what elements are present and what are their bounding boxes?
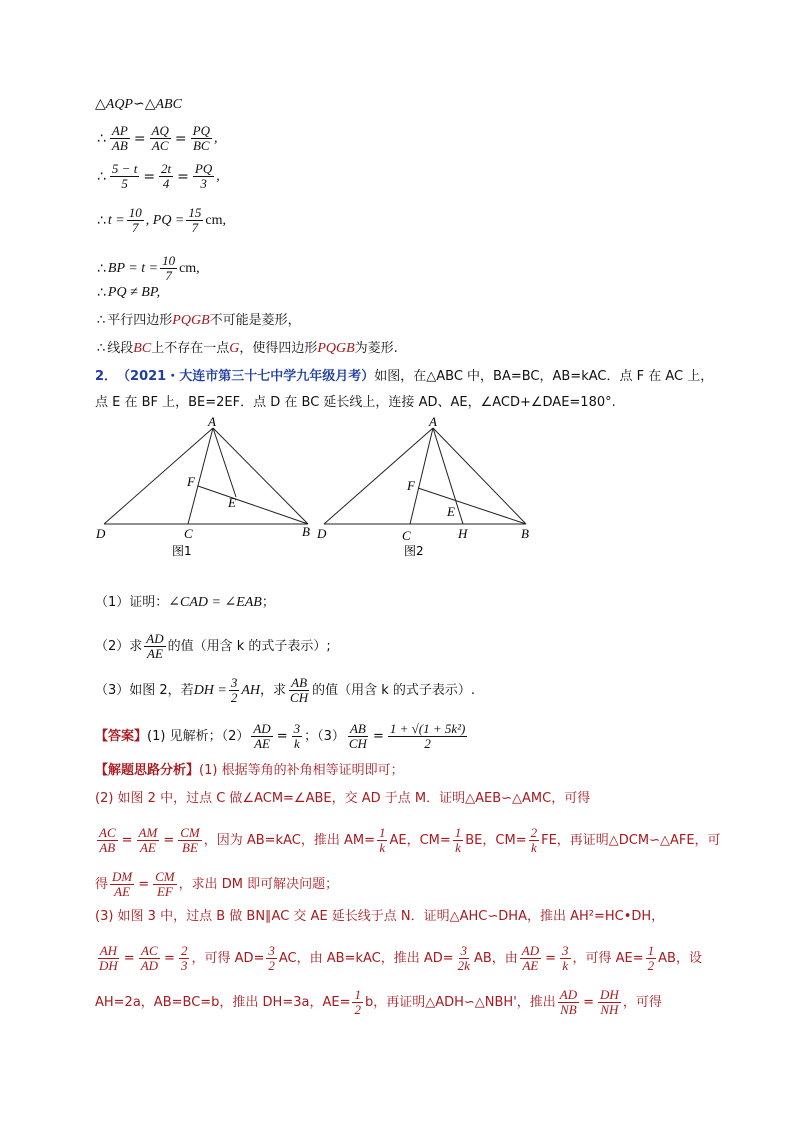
- geometry-figures: [90, 414, 550, 564]
- fig2-label-b: B: [521, 526, 529, 541]
- question-3: （3）如图 2，若 DH = $\frac{3}{2}$ AH ，求 $\frac{AB}{CH}$ 的值（用含 k 的式子表示）.: [95, 675, 476, 705]
- fig2-line-ac: [410, 428, 433, 524]
- analysis-line-5: (3) 如图 3 中，过点 B 做 BN∥AC 交 AE 延长线于点 N．证明△AHC∽DHA，推出 AH²=HC•DH，: [95, 909, 665, 924]
- parallelogram-conclusion: ∴ 平行四边形 PQGB 不可能是菱形，: [97, 313, 301, 328]
- fig1-label-d: D: [96, 526, 106, 541]
- fig1-caption: 图1: [172, 544, 192, 558]
- substitution-line: ∴ $\frac{5 - t}{5}$ = $\frac{2t}{4}$ = $\frac{PQ}{3}$ ,: [97, 161, 220, 191]
- solve-t-line: ∴ t = $\frac{10}{7}$ , PQ = $\frac{15}{7}$ cm,: [97, 205, 226, 235]
- figure-1-labels: [95, 414, 310, 558]
- fig2-caption: 图2: [404, 544, 424, 558]
- fig1-label-a: A: [208, 414, 216, 429]
- analysis-line-3: $\frac{AC}{AB}$ = $\frac{AM}{AE}$ = $\frac{CM}{BE}$ ，因为 AB=kAC，推出 AM= $\frac{1}{k}$ AE，CM= $\frac{1}{k}$ BE，CM= $\frac{2}{k}$ FE，再证明△DCM∽△AFE，可: [99, 825, 721, 855]
- fig2-line-ad: [324, 428, 433, 524]
- analysis-line-2: (2) 如图 2 中，过点 C 做∠ACM=∠ABE，交 AD 于点 M．证明△AEB∽△AMC，可得: [95, 791, 591, 806]
- similar-triangles-line: △AQP∽△ABC: [95, 97, 182, 112]
- fig2-line-fb: [418, 488, 526, 524]
- fig1-label-c: C: [184, 526, 193, 541]
- fig1-line-ad: [104, 428, 213, 524]
- pq-neq-bp-line: ∴ PQ ≠ BP,: [97, 285, 161, 301]
- analysis-line-7: AH=2a，AB=BC=b，推出 DH=3a，AE= $\frac{1}{2}$ b，再证明△ADH∽△NBH'，推出 $\frac{AD}{NB}$ = $\frac{DH}{NH}$ ，可得: [95, 987, 662, 1017]
- fig2-label-d: D: [317, 526, 327, 541]
- figure-1: [104, 428, 308, 524]
- analysis-line-6: $\frac{AH}{DH}$ = $\frac{AC}{AD}$ = $\frac{2}{3}$ ，可得 AD= $\frac{3}{2}$ AC，由 AB=kAC，推出 AD= $\frac{3}{2k}$ AB，由 $\frac{AD}{AE}$ = $\frac{3}{k}$ ，可得 AE= $\frac{1}{2}$ AB，设: [99, 943, 702, 973]
- question-1: （1）证明： ∠CAD = ∠EAB ；: [95, 595, 275, 610]
- fig1-label-e: E: [228, 495, 236, 510]
- segment-conclusion: ∴ 线段 BC 上不存在一点 G ，使得四边形 PQGB 为菱形.: [97, 341, 398, 356]
- fig2-label-e: E: [447, 504, 455, 519]
- ratio-line: ∴ $\frac{AP}{AB}$ = $\frac{AQ}{AC}$ = $\frac{PQ}{BC}$ ,: [97, 123, 218, 153]
- problem-2-stem-2: 点 E 在 BF 上，BE=2EF．点 D 在 BC 延长线上，连接 AD、AE，∠ACD+∠DAE=180°.: [95, 395, 616, 410]
- fig2-label-a: A: [429, 414, 437, 429]
- problem-2-stem-1: 2． （2021・大连市第三十七中学九年级月考） 如图，在△ABC 中，BA=BC，AB=kAC．点 F 在 AC 上，: [95, 369, 714, 384]
- fig1-label-f: F: [187, 474, 195, 489]
- fig1-label-b: B: [302, 524, 310, 539]
- fig2-label-h: H: [458, 526, 468, 541]
- analysis-line-1: 【解题思路分析】 (1) 根据等角的补角相等证明即可；: [95, 763, 404, 778]
- answer-line: 【答案】 (1) 见解析；（2） $\frac{AD}{AE}$ = $\frac{3}{k}$ ；（3） $\frac{AB}{CH}$ = $\frac{\text{1 + √(1 + 5k²)}}{2}$: [95, 721, 466, 751]
- figure-2-labels: [316, 414, 529, 558]
- fig1-line-ae: [213, 428, 236, 497]
- analysis-line-4: 得 $\frac{DM}{AE}$ = $\frac{CM}{EF}$ ，求出 DM 即可解决问题；: [95, 869, 339, 899]
- question-2: （2）求 $\frac{AD}{AE}$ 的值（用含 k 的式子表示）;: [95, 631, 331, 661]
- fig2-label-f: F: [407, 478, 415, 493]
- bp-line: ∴ BP = t = $\frac{10}{7}$ cm,: [97, 253, 200, 283]
- fig1-line-fb: [198, 486, 308, 524]
- fig2-label-c: C: [402, 528, 411, 543]
- figure-2: [324, 428, 526, 524]
